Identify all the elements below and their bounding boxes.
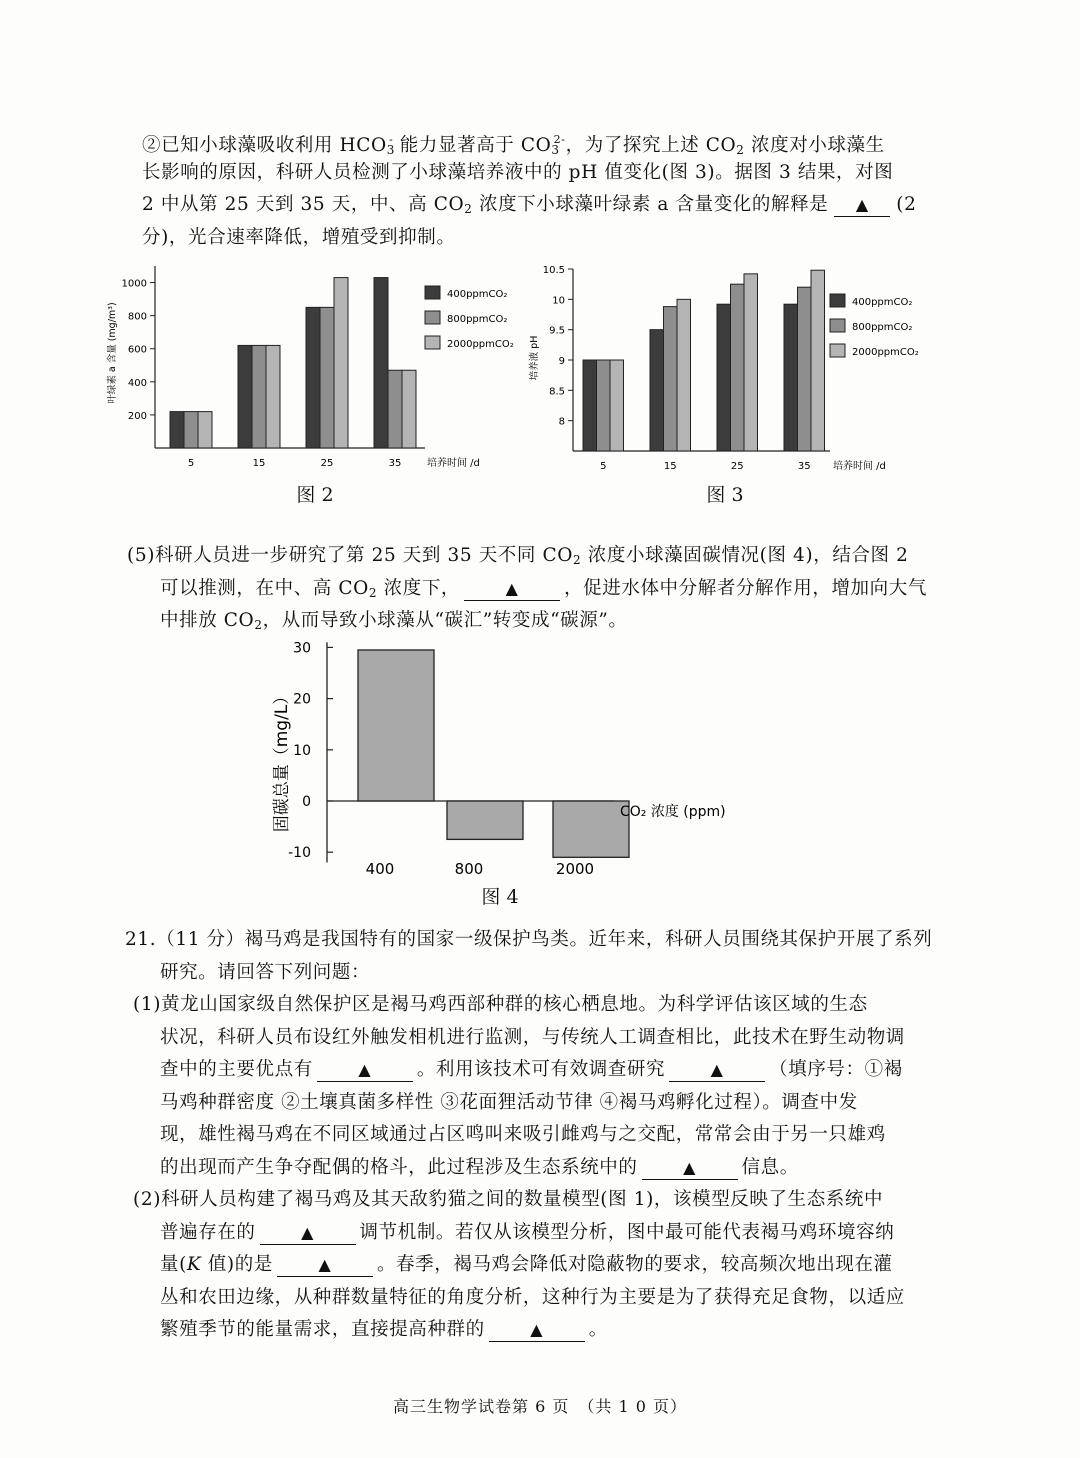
figure-3-caption: 图 3 bbox=[706, 484, 744, 506]
answer-blank[interactable]: ▲ bbox=[642, 1157, 738, 1180]
text-line: 可以推测，在中、高 $CO_2$ 浓度下， ▲ ，促进水体中分解者分解作用，增加向大气 bbox=[160, 577, 927, 600]
legend-swatch bbox=[425, 286, 440, 299]
bar bbox=[731, 284, 745, 451]
bar bbox=[320, 307, 334, 448]
text-line: 21.（11 分）褐马鸡是我国特有的国家一级保护鸟类。近年来，科研人员围绕其保护开展了系列 bbox=[125, 929, 933, 950]
bar bbox=[306, 307, 320, 448]
y-tick-label: 10 bbox=[293, 742, 311, 759]
bar bbox=[664, 307, 678, 451]
bar bbox=[583, 360, 597, 451]
legend-label: 400ppmCO₂ bbox=[852, 297, 913, 308]
y-tick-label: 200 bbox=[127, 410, 147, 422]
bar bbox=[170, 412, 184, 448]
bar bbox=[744, 274, 758, 451]
answer-blank[interactable]: ▲ bbox=[277, 1254, 373, 1277]
bar bbox=[374, 278, 388, 448]
bar bbox=[238, 345, 252, 448]
q20-part2 bbox=[142, 124, 917, 254]
y-tick-label: 10 bbox=[552, 295, 565, 307]
text-line: 现，雄性褐马鸡在不同区域通过占区鸣叫来吸引雌鸡与之交配，常常会由于另一只雄鸡 bbox=[160, 1124, 886, 1145]
answer-blank[interactable]: ▲ bbox=[260, 1222, 356, 1245]
q21 bbox=[125, 924, 932, 1347]
text-line: 研究。请回答下列问题： bbox=[160, 961, 371, 983]
text-line: 量(K 值)的是 ▲ 。春季，褐马鸡会降低对隐蔽物的要求，较高频次地出现在灌 bbox=[160, 1254, 893, 1275]
text-line: 的出现而产生争夺配偶的格斗，此过程涉及生态系统中的 ▲ 信息。 bbox=[160, 1156, 799, 1178]
y-tick-label: 400 bbox=[127, 377, 147, 389]
legend-swatch bbox=[425, 336, 440, 349]
x-tick-label: 15 bbox=[663, 461, 677, 470]
bar bbox=[811, 270, 825, 451]
text-line: (5)科研人员进一步研究了第 25 天到 35 天不同 $CO_2$ 浓度小球藻固碳情况(图 4)，结合图 2 bbox=[127, 545, 909, 567]
x-tick-label: 25 bbox=[730, 461, 744, 470]
answer-blank[interactable]: ▲ bbox=[834, 194, 890, 217]
bar bbox=[597, 360, 611, 451]
legend-label: 2000ppmCO₂ bbox=[852, 347, 919, 358]
answer-blank[interactable]: ▲ bbox=[489, 1319, 585, 1342]
legend-swatch bbox=[830, 319, 845, 332]
y-axis-label: 培养液 pH bbox=[529, 335, 540, 381]
page-footer: 高三生物学试卷第 6 页 （共 1 0 页） bbox=[393, 1397, 687, 1416]
text-line: 马鸡种群密度 ②土壤真菌多样性 ③花面狸活动节律 ④褐马鸡孵化过程）。调查中发 bbox=[160, 1091, 858, 1113]
legend-label: 400ppmCO₂ bbox=[447, 289, 508, 300]
y-axis-label: 叶绿素 a 含量 (mg/m³) bbox=[107, 302, 118, 404]
bar bbox=[717, 304, 731, 451]
bar bbox=[402, 370, 416, 448]
y-tick-label: 9 bbox=[558, 356, 565, 367]
y-axis-label: 固碳总量（mg/L） bbox=[272, 687, 292, 833]
text-line: (2)科研人员构建了褐马鸡及其天敌豹猫之间的数量模型(图 1)，该模型反映了生态系统中 bbox=[133, 1189, 884, 1210]
text-line: 长影响的原因，科研人员检测了小球藻培养液中的 pH 值变化(图 3)。据图 3 结果，对图 bbox=[142, 161, 894, 183]
legend-swatch bbox=[830, 294, 845, 307]
q20-part5 bbox=[127, 540, 927, 638]
y-tick-label: 20 bbox=[293, 691, 311, 708]
legend-swatch bbox=[425, 311, 440, 324]
figure-4-caption: 图 4 bbox=[481, 886, 519, 908]
text-line: 2 中从第 25 天到 35 天，中、高 $CO_2$ 浓度下小球藻叶绿素 a 含量变化的解释是 ▲ (2 bbox=[142, 194, 917, 216]
x-tick-label: 35 bbox=[797, 461, 811, 470]
bar bbox=[610, 360, 624, 451]
legend-label: 800ppmCO₂ bbox=[852, 322, 913, 333]
text-line: 查中的主要优点有 ▲ 。利用该技术可有效调查研究 ▲ （填序号：①褐 bbox=[160, 1059, 903, 1080]
text-line: 分)，光合速率降低，增殖受到抑制。 bbox=[142, 226, 456, 248]
legend-swatch bbox=[830, 344, 845, 357]
y-tick-label: 9.5 bbox=[549, 325, 565, 337]
bar bbox=[334, 278, 348, 448]
text-line: 中排放 $CO_2$，从而导致小球藻从“碳汇”转变成“碳源”。 bbox=[160, 610, 628, 632]
bar bbox=[358, 650, 434, 801]
legend-label: 2000ppmCO₂ bbox=[447, 339, 514, 350]
text-line: 状况，科研人员布设红外触发相机进行监测，与传统人工调查相比，此技术在野生动物调 bbox=[160, 1026, 905, 1048]
y-tick-label: 30 bbox=[293, 640, 311, 657]
text-line: ②已知小球藻吸收利用 $HCO_3^-$ 能力显著高于 $CO_3^{2-}$，为了探究上述 $CO_2$ 浓度对小球藻生 bbox=[142, 133, 885, 157]
y-tick-label: 800 bbox=[127, 311, 147, 323]
y-tick-label: 10.5 bbox=[542, 265, 565, 276]
bar bbox=[650, 330, 664, 451]
x-tick-label: 35 bbox=[388, 458, 402, 469]
y-tick-label: 1000 bbox=[121, 278, 147, 290]
y-tick-label: 8 bbox=[558, 416, 565, 428]
x-axis-label: 培养时间 /d bbox=[427, 458, 480, 469]
y-tick-label: -10 bbox=[288, 845, 311, 862]
text-line: (1)黄龙山国家级自然保护区是褐马鸡西部种群的核心栖息地。为科学评估该区域的生态 bbox=[133, 994, 868, 1015]
answer-blank[interactable]: ▲ bbox=[669, 1059, 765, 1082]
x-axis-label: CO₂ 浓度 (ppm) bbox=[620, 804, 726, 820]
x-tick-label: 5 bbox=[187, 458, 195, 469]
figure-2-caption: 图 2 bbox=[296, 484, 334, 506]
bar bbox=[252, 345, 266, 448]
bar bbox=[447, 801, 523, 839]
figure-2-chart bbox=[95, 258, 525, 470]
bar bbox=[266, 345, 280, 448]
x-tick-label: 800 bbox=[454, 860, 484, 878]
x-tick-label: 25 bbox=[320, 458, 334, 469]
bar bbox=[677, 299, 691, 451]
bar bbox=[784, 304, 798, 451]
figure-3-chart bbox=[525, 258, 925, 470]
text-line: 繁殖季节的能量需求，直接提高种群的 ▲ 。 bbox=[160, 1319, 608, 1340]
bar bbox=[184, 412, 198, 448]
x-tick-label: 2000 bbox=[555, 860, 595, 878]
answer-blank[interactable]: ▲ bbox=[464, 578, 560, 601]
text-line: 丛和农田边缘，从种群数量特征的角度分析，这种行为主要是为了获得充足食物，以适应 bbox=[160, 1286, 905, 1308]
bar bbox=[388, 370, 402, 448]
bar bbox=[198, 412, 212, 448]
x-tick-label: 15 bbox=[252, 458, 266, 469]
bar bbox=[798, 287, 812, 451]
figure-4-chart bbox=[255, 640, 775, 890]
answer-blank[interactable]: ▲ bbox=[317, 1059, 413, 1082]
x-tick-label: 400 bbox=[365, 860, 395, 878]
y-tick-label: 0 bbox=[302, 794, 311, 810]
x-tick-label: 5 bbox=[600, 461, 607, 470]
y-tick-label: 600 bbox=[127, 344, 147, 356]
text-line: 普遍存在的 ▲ 调节机制。若仅从该模型分析，图中最可能代表褐马鸡环境容纳 bbox=[160, 1221, 895, 1243]
y-tick-label: 8.5 bbox=[549, 386, 565, 398]
legend-label: 800ppmCO₂ bbox=[447, 314, 508, 325]
bar bbox=[553, 801, 629, 857]
x-axis-label: 培养时间 /d bbox=[833, 461, 886, 470]
